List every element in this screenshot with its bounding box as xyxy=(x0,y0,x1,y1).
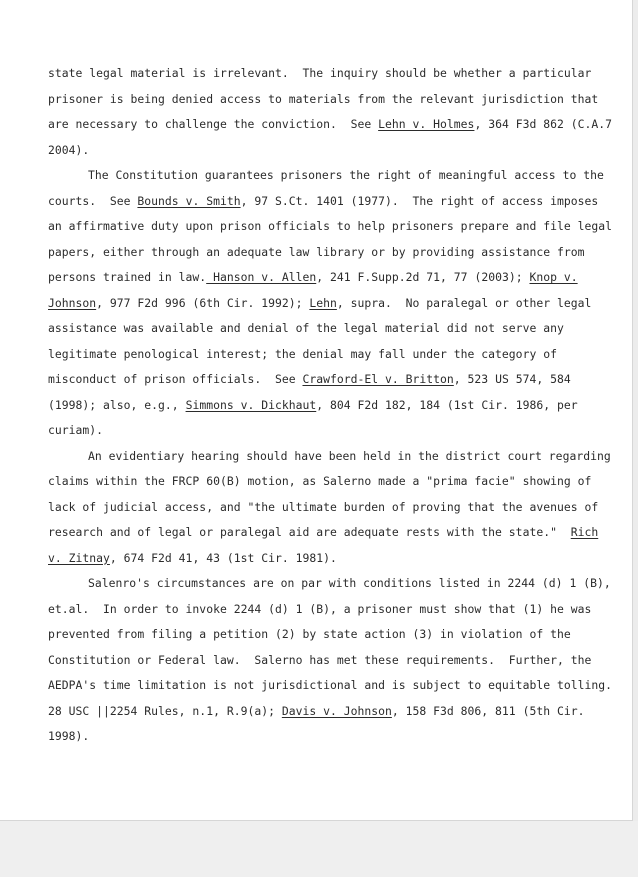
case-citation: Johnson xyxy=(48,295,97,310)
text-line xyxy=(48,342,568,368)
text-segment: et.al. In order to invoke 2244 (d) 1 (B), a prisoner must show that (1) he was xyxy=(48,601,592,616)
text-segment: an affirmative duty upon prison officials to help prisoners prepare and file legal xyxy=(48,219,612,233)
text-line xyxy=(48,648,592,674)
text-line xyxy=(48,622,571,648)
text-segment: , 158 F3d 806, 811 (5th Cir. xyxy=(391,703,585,718)
text-segment: persons trained in law. xyxy=(48,270,207,284)
text-line xyxy=(48,418,568,444)
case-citation: Bounds v. Smith xyxy=(137,193,241,208)
text-segment: , 97 S.Ct. 1401 (1977). The right of access imposes xyxy=(240,193,599,208)
text-segment: 28 USC ||2254 Rules, n.1, R.9(a); xyxy=(48,703,282,718)
text-line xyxy=(48,138,568,164)
text-segment: , 977 F2d 996 (6th Cir. 1992); xyxy=(96,295,310,310)
case-citation: Davis v. Johnson xyxy=(281,703,392,718)
text-line xyxy=(48,214,612,240)
text-segment: prisoner is being denied access to materials from the relevant jurisdiction that xyxy=(48,91,599,106)
text-line xyxy=(48,367,571,393)
text-segment: Salenro's circumstances are on par with conditions listed in 2244 (d) 1 (B), xyxy=(88,576,611,590)
text-line xyxy=(48,87,599,113)
text-segment: legitimate penological interest; the denial may fall under the category of xyxy=(48,346,557,361)
page-bottom-margin xyxy=(0,821,638,877)
text-segment: (1998); also, e.g., xyxy=(48,397,186,412)
text-line xyxy=(48,265,578,291)
text-segment: , supra. No paralegal or other legal xyxy=(336,295,592,310)
text-segment: , 804 F2d 182, 184 (1st Cir. 1986, per xyxy=(316,397,578,412)
text-segment: curiam). xyxy=(48,423,104,437)
text-segment: misconduct of prison officials. See xyxy=(48,372,303,386)
text-line xyxy=(48,61,592,87)
text-line xyxy=(48,112,612,138)
text-line xyxy=(48,240,585,266)
case-citation: Rich xyxy=(570,525,599,539)
text-line xyxy=(48,571,611,597)
text-line xyxy=(48,291,592,317)
text-segment: lack of judicial access, and "the ultimate burden of proving that the avenues of xyxy=(48,499,599,514)
text-line xyxy=(48,546,568,572)
document-body xyxy=(48,61,612,750)
text-line xyxy=(48,520,599,546)
text-line xyxy=(48,724,568,750)
case-citation: Crawford-El v. Britton xyxy=(302,372,454,386)
text-line xyxy=(48,699,585,725)
text-segment: The Constitution guarantees prisoners the right of meaningful access to the xyxy=(88,168,604,182)
text-line xyxy=(48,393,578,419)
text-segment: claims within the FRCP 60(B) motion, as Salerno made a "prima facie" showing of xyxy=(48,474,592,488)
text-line xyxy=(48,597,592,623)
text-segment: prevented from filing a petition (2) by state action (3) in violation of the xyxy=(48,627,571,641)
case-citation: Knop v. xyxy=(529,270,578,284)
text-line xyxy=(48,469,592,495)
text-segment: , 674 F2d 41, 43 (1st Cir. 1981). xyxy=(109,550,337,565)
text-segment: An evidentiary hearing should have been held in the district court regarding xyxy=(88,448,611,463)
text-segment: research and of legal or paralegal aid are adequate rests with the state." xyxy=(48,525,571,539)
text-line xyxy=(48,316,568,342)
text-line xyxy=(48,189,599,215)
text-segment: AEDPA's time limitation is not jurisdictional and is subject to equitable tolling. xyxy=(48,678,612,692)
text-line xyxy=(48,673,612,699)
text-segment: 2004). xyxy=(48,142,90,157)
text-line xyxy=(48,444,611,470)
case-citation: Simmons v. Dickhaut xyxy=(185,397,317,412)
text-segment: Constitution or Federal law. Salerno has met these requirements. Further, the xyxy=(48,652,592,667)
case-citation: Lehn xyxy=(309,295,337,310)
case-citation: v. Zitnay xyxy=(48,550,110,565)
case-citation: Lehn v. Holmes xyxy=(378,117,475,131)
text-segment: , 523 US 574, 584 xyxy=(453,372,571,386)
case-citation: Hanson v. Allen xyxy=(206,270,317,284)
text-segment: are necessary to challenge the conviction. See xyxy=(48,117,379,131)
text-segment: assistance was available and denial of the legal material did not serve any xyxy=(48,321,564,335)
text-segment: papers, either through an adequate law library or by providing assistance from xyxy=(48,244,585,259)
text-segment: , 364 F3d 862 (C.A.7 xyxy=(474,117,612,131)
text-segment: state legal material is irrelevant. The inquiry should be whether a particular xyxy=(48,66,592,80)
text-line xyxy=(48,163,604,189)
text-line xyxy=(48,495,599,521)
text-segment: , 241 F.Supp.2d 71, 77 (2003); xyxy=(316,270,530,284)
text-segment: courts. See xyxy=(48,193,138,208)
text-segment: 1998). xyxy=(48,729,90,743)
